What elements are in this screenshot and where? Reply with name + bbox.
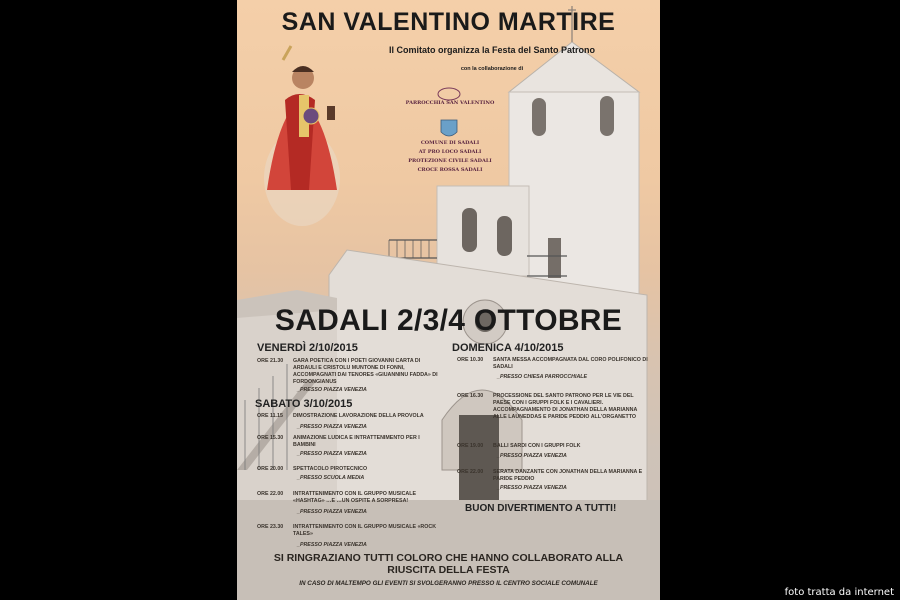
event-item	[257, 466, 442, 486]
event-description: BALLI SARDI CON I GRUPPI FOLK	[493, 443, 581, 449]
event-place: _PRESSO PIAZZA VENEZIA	[297, 424, 367, 430]
event-description: SERATA DANZANTE CON JONATHAN DELLA MARIANNA E PARIDE PEDDIO	[493, 469, 643, 482]
day-heading-friday: VENERDÌ 2/10/2015	[257, 342, 358, 354]
event-place: _PRESSO CHIESA PARROCCHIALE	[497, 374, 588, 380]
event-place: _PRESSO PIAZZA VENEZIA	[297, 451, 367, 457]
event-time: ORE 20.00	[257, 466, 284, 472]
sponsor-parrocchia: PARROCCHIA SAN VALENTINO	[405, 100, 495, 106]
event-time: ORE 21.30	[257, 358, 284, 364]
event-place: _PRESSO PIAZZA VENEZIA	[297, 542, 367, 548]
event-time: ORE 19.00	[457, 443, 484, 449]
closing-greeting: BUON DIVERTIMENTO A TUTTI!	[465, 503, 617, 514]
sponsor-protezione-civile: PROTEZIONE CIVILE SADALI	[408, 158, 492, 164]
saint-figure	[264, 46, 340, 226]
event-time: ORE 23.30	[257, 524, 284, 530]
event-description: DIMOSTRAZIONE LAVORAZIONE DELLA PROVOLA	[293, 413, 424, 419]
event-item	[257, 524, 442, 552]
event-time: ORE 10.30	[457, 357, 484, 363]
poster-subtitle: Il Comitato organizza la Festa del Santo Patrono	[388, 45, 596, 55]
event-time: ORE 11.15	[257, 413, 283, 419]
poster-title: SAN VALENTINO MARTIRE	[281, 8, 616, 36]
event-description: PROCESSIONE DEL SANTO PATRONO PER LE VIE DEL PAESE CON I GRUPPI FOLK E I CAVALIERI. ACCOMPAGNAMENTO DI JONATHAN DELLA MARIANNA ALLE LAUNEDDAS E PARIDE PEDDIO ALL'ORGANETTO	[493, 393, 638, 420]
event-time: ORE 22.00	[457, 469, 484, 475]
collaboration-label: con la collaborazione di	[460, 66, 524, 72]
event-time: ORE 22.00	[257, 491, 284, 497]
photo-credit: foto tratta da internet	[784, 587, 894, 598]
event-place: _PRESSO SCUOLA MEDIA	[297, 475, 365, 481]
event-item	[257, 435, 442, 461]
event-item	[257, 413, 442, 433]
event-description: INTRATTENIMENTO CON IL GRUPPO MUSICALE «ROCK TALES»	[293, 524, 437, 537]
bad-weather-note: IN CASO DI MALTEMPO GLI EVENTI SI SVOLGERANNO PRESSO IL CENTRO SOCIALE COMUNALE	[299, 580, 598, 587]
event-time: ORE 15.30	[257, 435, 284, 441]
event-item	[457, 393, 652, 435]
event-description: ANIMAZIONE LUDICA E INTRATTENIMENTO PER I BAMBINI	[293, 435, 420, 448]
event-item	[257, 491, 442, 519]
day-heading-saturday: SABATO 3/10/2015	[255, 398, 353, 410]
sponsor-croce-rossa: CROCE ROSSA SADALI	[417, 167, 483, 173]
event-place: _PRESSO PIAZZA VENEZIA	[497, 453, 567, 459]
event-item	[457, 469, 652, 495]
event-item	[457, 357, 652, 383]
event-dates-heading: SADALI 2/3/4 OTTOBRE	[274, 304, 623, 337]
event-description: INTRATTENIMENTO CON IL GRUPPO MUSICALE «HASHTAG» …E …UN OSPITE A SORPRESA!	[293, 491, 417, 504]
event-place: _PRESSO PIAZZA VENEZIA	[297, 509, 367, 515]
event-description: SANTA MESSA ACCOMPAGNATA DAL CORO POLIFONICO DI SADALI	[493, 357, 648, 370]
event-place: _PRESSO PIAZZA VENEZIA	[297, 387, 367, 393]
sponsor-comune: COMUNE DI SADALI	[420, 140, 480, 146]
event-description: SPETTACOLO PIROTECNICO	[293, 466, 368, 472]
event-place: _PRESSO PIAZZA VENEZIA	[497, 485, 567, 491]
event-item	[457, 443, 652, 463]
event-item	[257, 358, 442, 398]
sponsor-pro-loco: AT PRO LOCO SADALI	[418, 149, 482, 155]
festival-poster	[237, 0, 660, 600]
event-time: ORE 16.30	[457, 393, 484, 399]
thanks-note: SI RINGRAZIANO TUTTI COLORO CHE HANNO COLLABORATO ALLA RIUSCITA DELLA FESTA	[273, 552, 624, 576]
day-heading-sunday: DOMENICA 4/10/2015	[452, 342, 564, 354]
event-description: GARA POETICA CON I POETI GIOVANNI CARTA DI ARDAULI E CRISTOLU MUNTONE DI FONNI, ACCOMPAGNATI DAI TENORES «GIUANNINU FADDA» DI FORDONGIANUS	[293, 358, 438, 385]
